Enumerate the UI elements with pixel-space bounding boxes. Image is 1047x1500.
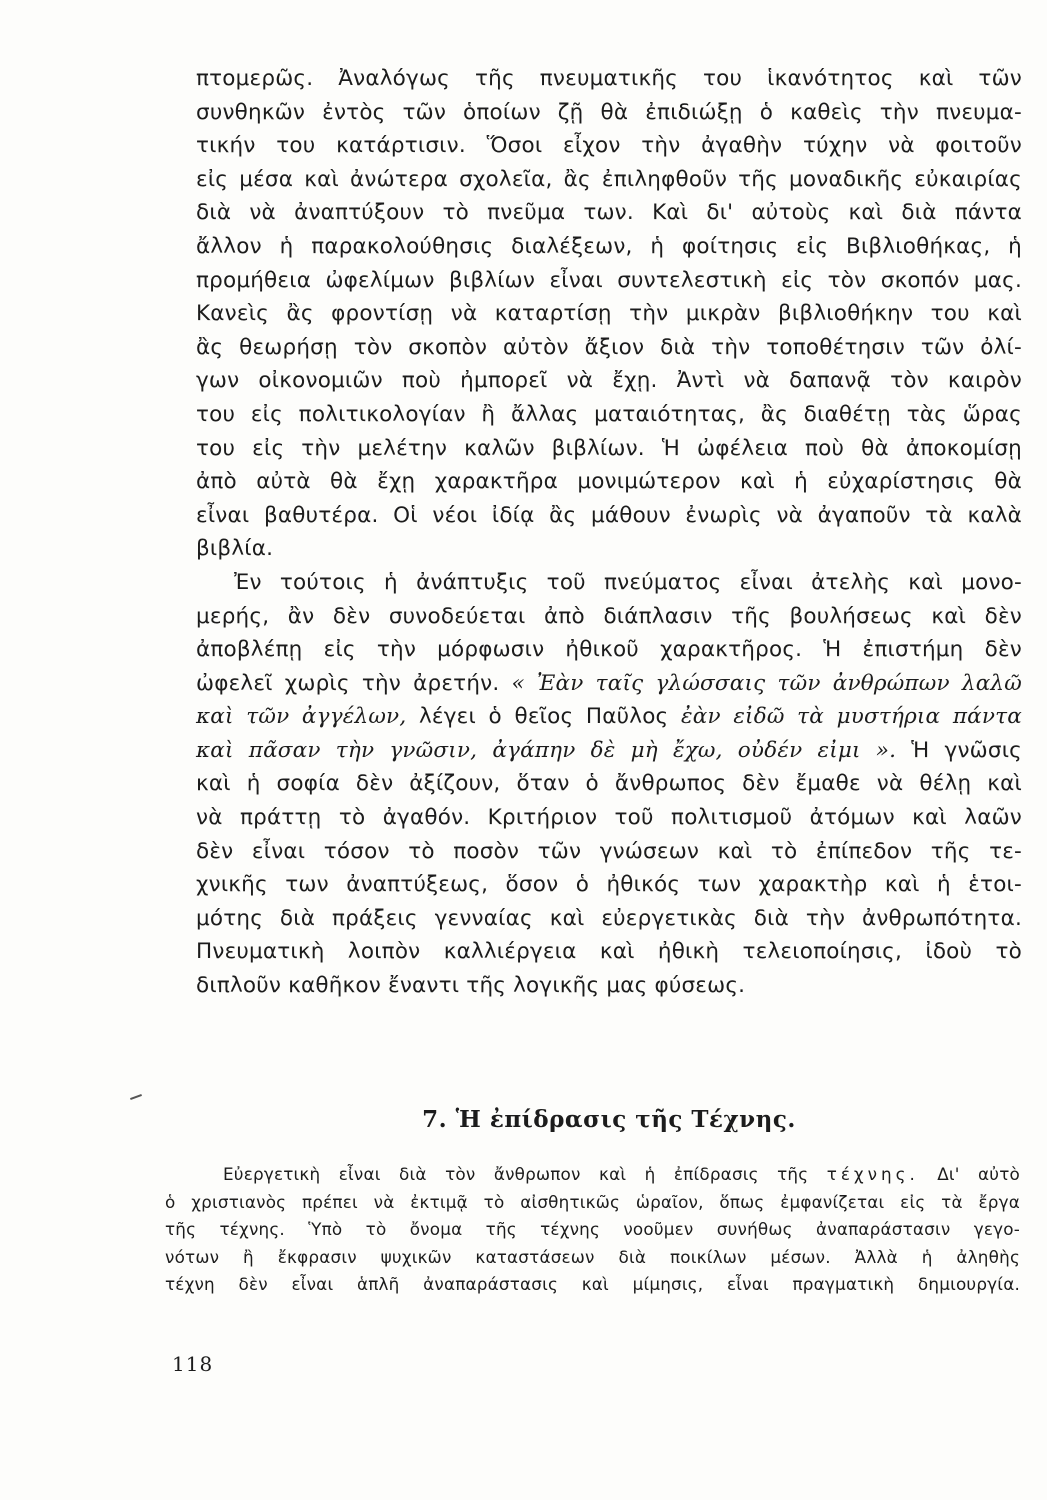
spaced-emphasis: τέχνης. <box>826 1164 919 1184</box>
text-line: συνθηκῶν ἐντὸς τῶν ὁποίων ζῇ θὰ ἐπιδιώξῃ ὁ καθεὶς τὴν πνευμα- <box>196 99 1022 125</box>
small-text-segment: Εὐεργετικὴ εἶναι διὰ τὸν ἄνθρωπον καὶ ἡ ἐπίδρασις τῆς <box>223 1164 809 1184</box>
text-line: εἶναι βαθυτέρα. Οἱ νέοι ἰδίᾳ ἂς μάθουν ἐνωρὶς νὰ ἀγαποῦν τὰ καλὰ <box>196 502 1022 528</box>
quote-attribution: λέγει ὁ θεῖος Παῦλος <box>418 704 669 730</box>
quote-line <box>196 734 1022 768</box>
quote-line <box>196 667 1022 701</box>
text-line: Πνευματικὴ λοιπὸν καλλιέργεια καὶ ἠθικὴ τελειοποίησις, ἰδοὺ τὸ <box>196 939 1022 965</box>
text-line: ἀποβλέπῃ εἰς τὴν μόρφωσιν ἠθικοῦ χαρακτῆρος. Ἡ ἐπιστήμη δὲν <box>196 637 1022 663</box>
text-line: προμήθεια ὠφελίμων βιβλίων εἶναι συντελεστικὴ εἰς τὸν σκοπόν μας. <box>196 267 1022 293</box>
page-number: 118 <box>172 1352 214 1376</box>
text-line: γων οἰκονομιῶν ποὺ ἠμπορεῖ νὰ ἔχῃ. Ἀντὶ νὰ δαπανᾷ τὸν καιρὸν <box>196 368 1022 394</box>
text-line: του εἰς τὴν μελέτην καλῶν βιβλίων. Ἡ ὠφέλεια ποὺ θὰ ἀποκομίσῃ <box>196 435 1022 461</box>
text-line: Κανεὶς ἂς φροντίσῃ νὰ καταρτίσῃ τὴν μικρὰν βιβλιοθήκην του καὶ <box>196 301 1022 327</box>
quote-lead-text: ὠφελεῖ χωρὶς τὴν ἀρετήν. <box>196 670 500 696</box>
small-text-line: τέχνη δὲν εἶναι ἁπλῆ ἀναπαράστασις καὶ μίμησις, εἶναι πραγματικὴ δημιουργία. <box>165 1274 1020 1294</box>
scripture-quote-italic: ἐὰν εἰδῶ τὰ μυστήρια πάντα <box>681 704 1022 730</box>
small-text-line: ὁ χριστιανὸς πρέπει νὰ ἐκτιμᾷ τὸ αἰσθητικῶς ὡραῖον, ὅπως ἐμφανίζεται εἰς τὰ ἔργα <box>165 1191 1020 1212</box>
text-line: νὰ πράττῃ τὸ ἀγαθόν. Κριτήριον τοῦ πολιτισμοῦ ἀτόμων καὶ λαῶν <box>196 805 1022 831</box>
margin-pen-mark <box>130 1094 142 1100</box>
text-line: διὰ νὰ ἀναπτύξουν τὸ πνεῦμα των. Καὶ δι' αὐτοὺς καὶ διὰ πάντα <box>196 200 1022 226</box>
small-text-line: τῆς τέχνης. Ὑπὸ τὸ ὄνομα τῆς τέχνης νοοῦμεν συνήθως ἀναπαράστασιν γεγο- <box>165 1219 1020 1239</box>
paragraph-start-line: Ἐν τούτοις ἡ ἀνάπτυξις τοῦ πνεύματος εἶναι ἀτελὴς καὶ μονο- <box>234 569 1022 595</box>
scripture-quote-italic: καὶ τῶν ἀγγέλων, <box>196 704 407 730</box>
text-line: ἀπὸ αὐτὰ θὰ ἔχῃ χαρακτῆρα μονιμώτερον καὶ ἡ εὐχαρίστησις θὰ <box>196 469 1022 495</box>
text-line: ἄλλον ἡ παρακολούθησις διαλέξεων, ἡ φοίτησις εἰς Βιβλιοθήκας, ἡ <box>196 233 1022 259</box>
text-line: εἰς μέσα καὶ ἀνώτερα σχολεῖα, ἂς ἐπιληφθοῦν τῆς μοναδικῆς εὐκαιρίας <box>196 166 1022 192</box>
quote-trailing-text: Ἡ γνῶσις <box>911 737 1022 763</box>
main-body-text <box>196 62 1022 1003</box>
scripture-quote-italic: καὶ πᾶσαν τὴν γνῶσιν, ἀγάπην δὲ μὴ ἔχω, οὐδέν εἰμι ». <box>196 737 897 763</box>
small-text-line: νότων ἢ ἔκφρασιν ψυχικῶν καταστάσεων διὰ ποικίλων μέσων. Ἀλλὰ ἡ ἀληθὴς <box>165 1246 1020 1267</box>
text-line: χνικῆς των ἀναπτύξεως, ὅσον ὁ ἠθικός των χαρακτὴρ καὶ ἡ ἑτοι- <box>196 872 1022 898</box>
text-line: διπλοῦν καθῆκον ἔναντι τῆς λογικῆς μας φύσεως. <box>196 973 746 999</box>
text-line: καὶ ἡ σοφία δὲν ἀξίζουν, ὅταν ὁ ἄνθρωπος δὲν ἔμαθε νὰ θέλῃ καὶ <box>196 771 1022 797</box>
small-text-segment: Δι' αὐτὸ <box>937 1164 1020 1184</box>
scripture-quote-italic: « Ἐὰν ταῖς γλώσσαις τῶν ἀνθρώπων λαλῶ <box>511 670 1022 696</box>
text-line: τικήν του κατάρτισιν. Ὅσοι εἶχον τὴν ἀγαθὴν τύχην νὰ φοιτοῦν <box>196 133 1022 159</box>
text-line: βιβλία. <box>196 536 274 562</box>
text-line: μότης διὰ πράξεις γενναίας καὶ εὐεργετικὰς διὰ τὴν ἀνθρωπότητα. <box>196 905 1022 931</box>
text-line: πτομερῶς. Ἀναλόγως τῆς πνευματικῆς του ἱκανότητος καὶ τῶν <box>196 66 1022 91</box>
text-line: του εἰς πολιτικολογίαν ἢ ἄλλας ματαιότητας, ἂς διαθέτῃ τὰς ὥρας <box>196 401 1022 427</box>
section-heading: 7. Ἡ ἐπίδρασις τῆς Τέχνης. <box>422 1106 796 1133</box>
text-line: δὲν εἶναι τόσον τὸ ποσὸν τῶν γνώσεων καὶ τὸ ἐπίπεδον τῆς τε- <box>196 838 1022 864</box>
text-line: ἂς θεωρήσῃ τὸν σκοπὸν αὐτὸν ἄξιον διὰ τὴν τοποθέτησιν τῶν ὀλί- <box>196 334 1022 360</box>
section-small-text <box>165 1161 1020 1299</box>
small-text-line <box>165 1161 1020 1189</box>
text-line: μερής, ἂν δὲν συνοδεύεται ἀπὸ διάπλασιν τῆς βουλήσεως καὶ δὲν <box>196 603 1022 629</box>
quote-line <box>196 700 1022 734</box>
